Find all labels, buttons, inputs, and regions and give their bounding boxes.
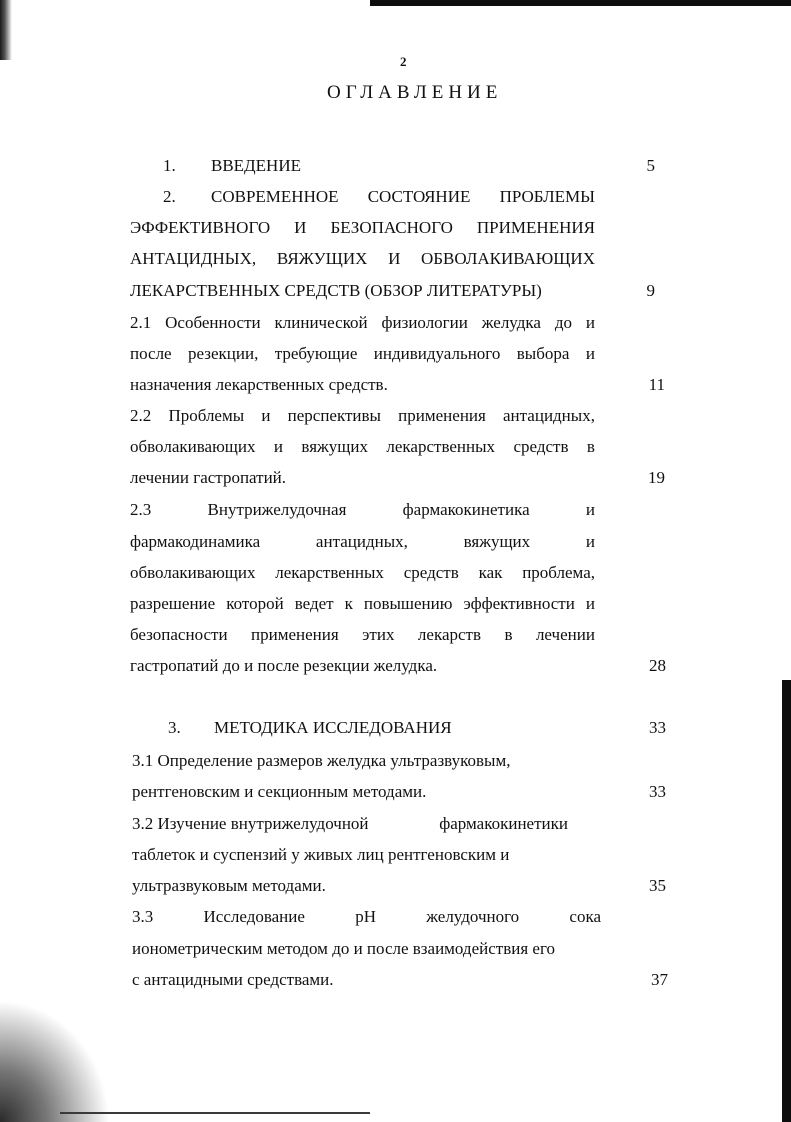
word: применения	[398, 406, 486, 425]
toc-s3-2-page: 35	[649, 876, 666, 895]
word: желудочного	[426, 907, 520, 926]
word: к	[344, 594, 353, 613]
toc-s2-1-line2	[130, 344, 595, 364]
word: 3.2 Изучение внутрижелудочной	[132, 814, 369, 833]
word: как	[478, 563, 503, 582]
toc-s2-line2	[130, 218, 595, 238]
word: 2.1	[130, 313, 152, 332]
word: перспективы	[287, 406, 381, 425]
word: обволакивающих	[130, 563, 256, 582]
toc-s2-num: 2.	[163, 187, 176, 206]
word: лекарственных	[275, 563, 384, 582]
toc-s3-3-line1	[132, 907, 601, 927]
word: фармакокинетика	[402, 500, 530, 519]
word: и	[585, 500, 595, 519]
word: средств	[513, 437, 569, 456]
word: и	[261, 406, 271, 425]
toc-s3-1-line2: рентгеновским и секционным методами.	[132, 782, 427, 801]
word: и	[273, 437, 283, 456]
toc-s3-2-line3: ультразвуковым методами.	[132, 876, 326, 895]
word: в	[586, 437, 595, 456]
word: средств	[403, 563, 459, 582]
toc-s2-3-line3	[130, 563, 595, 583]
word: и	[585, 344, 595, 363]
word: резекции,	[188, 344, 259, 363]
word: разрешение	[130, 594, 216, 613]
word: этих	[362, 625, 395, 644]
word: антацидных,	[315, 532, 408, 551]
word: вяжущих	[301, 437, 368, 456]
word: Внутрижелудочная	[207, 500, 347, 519]
scan-edge-left	[0, 0, 12, 60]
word: индивидуального	[373, 344, 501, 363]
toc-s2-2-page: 19	[648, 468, 665, 487]
word: И	[388, 249, 401, 268]
word: безопасности	[130, 625, 228, 644]
word: лекарственных	[386, 437, 496, 456]
word: повышению	[363, 594, 453, 613]
word: лекарств	[417, 625, 481, 644]
word: СОВРЕМЕННОЕ	[211, 187, 339, 206]
word: СОСТОЯНИЕ	[367, 187, 471, 206]
scan-edge-top	[370, 0, 791, 6]
toc-s2-1-line1	[130, 313, 595, 333]
word: сока	[569, 907, 601, 926]
toc-s2-3-line2	[130, 532, 595, 552]
word: эффективности	[463, 594, 575, 613]
toc-s3-1-page: 33	[649, 782, 666, 801]
word: вяжущих	[463, 532, 531, 551]
scan-edge-right	[782, 680, 791, 1122]
word: выбора	[516, 344, 570, 363]
word: ОБВОЛАКИВАЮЩИХ	[421, 249, 595, 268]
word: после	[130, 344, 172, 363]
word: ПРОБЛЕМЫ	[499, 187, 595, 206]
toc-s3-title: МЕТОДИКА ИССЛЕДОВАНИЯ	[214, 718, 452, 737]
word: ЭФФЕКТИВНОГО	[130, 218, 271, 237]
word: фармакокинетики	[439, 814, 568, 833]
word: до	[554, 313, 572, 332]
toc-s2-page: 9	[646, 281, 655, 300]
page-title: ОГЛАВЛЕНИЕ	[327, 82, 503, 103]
toc-s3-1-line1: 3.1 Определение размеров желудка ультразвуковым,	[132, 751, 511, 770]
word: лечении	[535, 625, 595, 644]
word: и	[585, 313, 595, 332]
word: обволакивающих	[130, 437, 256, 456]
toc-s3-num: 3.	[168, 718, 181, 737]
toc-s3-3-line2: ионометрическим методом до и после взаимодействия его	[132, 939, 555, 958]
word: 2.3	[130, 500, 152, 519]
scan-shadow-bottom-left	[0, 1000, 110, 1122]
toc-s1-title: ВВЕДЕНИЕ	[211, 156, 301, 175]
word: 3.3	[132, 907, 154, 926]
word: требующие	[274, 344, 358, 363]
word: клинической	[274, 313, 368, 332]
toc-s2-2-line3: лечении гастропатий.	[130, 468, 287, 487]
word: ВЯЖУЩИХ	[276, 249, 368, 268]
word: Проблемы	[168, 406, 245, 425]
word: физиологии	[381, 313, 468, 332]
word: проблема,	[522, 563, 595, 582]
toc-s2-3-line6: гастропатий до и после резекции желудка.	[130, 656, 438, 675]
word: ПРИМЕНЕНИЯ	[476, 218, 595, 237]
word: Особенности	[165, 313, 261, 332]
scan-edge-bottom	[60, 1112, 370, 1114]
word: и	[585, 532, 595, 551]
toc-s3-2-line1	[132, 814, 568, 834]
word: pH	[355, 907, 376, 926]
toc-s1-num: 1.	[163, 156, 176, 175]
word: которой	[226, 594, 284, 613]
toc-s2-1-line3: назначения лекарственных средств.	[130, 375, 388, 394]
toc-s2-1-page: 11	[648, 375, 665, 394]
word: БЕЗОПАСНОГО	[330, 218, 453, 237]
toc-s2-3-line4	[130, 594, 595, 614]
toc-s2-3-line5	[130, 625, 595, 645]
toc-s2-2-line2	[130, 437, 595, 457]
word: АНТАЦИДНЫХ,	[130, 249, 257, 268]
toc-s3-2-line2: таблеток и суспензий у живых лиц рентгеновским и	[132, 845, 510, 864]
word: в	[504, 625, 513, 644]
toc-s2-line3	[130, 249, 595, 269]
toc-s1-page: 5	[646, 156, 655, 175]
toc-s2-line4: ЛЕКАРСТВЕННЫХ СРЕДСТВ (ОБЗОР ЛИТЕРАТУРЫ)	[130, 281, 542, 300]
toc-s2-2-line1	[130, 406, 595, 426]
word: ведет	[294, 594, 334, 613]
word: 2.2	[130, 406, 152, 425]
toc-s2-line1	[211, 187, 595, 207]
word: антацидных,	[503, 406, 595, 425]
toc-s3-page: 33	[649, 718, 666, 737]
toc-s3-3-line3: с антацидными средствами.	[132, 970, 334, 989]
word: И	[294, 218, 307, 237]
toc-s2-3-line1	[130, 500, 595, 520]
word: Исследование	[203, 907, 305, 926]
toc-s3-3-page: 37	[651, 970, 668, 989]
toc-s2-3-page: 28	[649, 656, 666, 675]
word: фармакодинамика	[130, 532, 261, 551]
page-number: 2	[400, 54, 407, 69]
word: желудка	[481, 313, 541, 332]
word: применения	[251, 625, 339, 644]
word: и	[585, 594, 595, 613]
